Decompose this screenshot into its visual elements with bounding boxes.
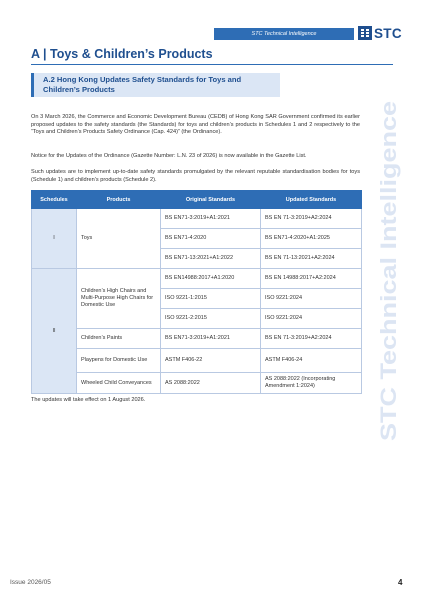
table-row — [32, 373, 362, 394]
article-heading-line-2: Children’s Products — [43, 85, 115, 94]
page-number: 4 — [398, 578, 403, 587]
header-updated-standards: Updated Standards — [261, 191, 362, 209]
side-watermark — [362, 91, 410, 451]
product-cell: Children’s High Chairs and Multi-Purpose High Chairs for Domestic Use — [77, 269, 161, 329]
updated-standard-cell: BS EN 14988:2017+A2:2024 — [261, 269, 362, 289]
schedule-label: I — [32, 209, 77, 269]
section-divider — [31, 64, 393, 65]
updated-standard-cell: BS EN 71-3:2019+A2:2024 — [261, 209, 362, 229]
original-standard-cell: ISO 9221-2:2015 — [161, 309, 261, 329]
updated-standard-cell: ISO 9221:2024 — [261, 309, 362, 329]
updated-standard-cell: BS EN71-4:2020+A1:2025 — [261, 229, 362, 249]
header-products: Products — [77, 191, 161, 209]
table-row — [32, 349, 362, 373]
article-heading-line-1: A.2 Hong Kong Updates Safety Standards for Toys and — [43, 75, 242, 84]
header-schedules: Schedules — [32, 191, 77, 209]
standards-table — [31, 190, 362, 394]
original-standard-cell: ASTM F406-22 — [161, 349, 261, 373]
issue-number: Issue 2026/05 — [10, 579, 51, 586]
article-heading — [31, 73, 280, 97]
logo-text: STC — [374, 25, 402, 41]
original-standard-cell: BS EN71-3:2019+A1:2021 — [161, 209, 261, 229]
header-band: STC Technical Intelligence — [214, 28, 354, 40]
updated-standard-cell: ISO 9221:2024 — [261, 289, 362, 309]
effective-date-note: The updates will take effect on 1 August 2026. — [31, 397, 146, 403]
table-row — [32, 209, 362, 229]
original-standard-cell: BS EN71-3:2019+A1:2021 — [161, 329, 261, 349]
paragraph-cedb-announcement: On 3 March 2026, the Commerce and Economic Development Bureau (CEDB) of Hong Kong SAR Government confirmed its earlier proposed updates to the safety standards (the Standards) for toys and children’s products in Schedules 1 and 2 respectively to the “Toys and Children’s Products Safety Ordinance (Cap. 424)” (the Ordinance). — [31, 114, 360, 135]
updated-standard-cell: BS EN 71-3:2019+A2:2024 — [261, 329, 362, 349]
stc-logo — [358, 24, 402, 42]
paragraph-purpose: Such updates are to implement up-to-date safety standards promulgated by the relevant reputable standardisation bodies for toys (Schedule 1) and children’s products (Schedule 2). — [31, 169, 360, 183]
stc-logo-icon — [358, 26, 372, 40]
schedule-label: II — [32, 269, 77, 394]
header-original-standards: Original Standards — [161, 191, 261, 209]
table-row — [32, 329, 362, 349]
original-standard-cell: AS 2088:2022 — [161, 373, 261, 394]
updated-standard-cell: BS EN 71-13:2021+A2:2024 — [261, 249, 362, 269]
product-cell: Wheeled Child Conveyances — [77, 373, 161, 394]
standards-table-container — [31, 190, 361, 394]
original-standard-cell: ISO 9221-1:2015 — [161, 289, 261, 309]
original-standard-cell: BS EN71-4:2020 — [161, 229, 261, 249]
paragraph-gazette-notice: Notice for the Updates of the Ordinance (Gazette Number: L.N. 23 of 2026) is now available in the Gazette List. — [31, 153, 307, 159]
section-title: A | Toys & Children’s Products — [31, 47, 213, 61]
updated-standard-cell: ASTM F406-24 — [261, 349, 362, 373]
table-header-row — [32, 191, 362, 209]
product-cell: Toys — [77, 209, 161, 269]
original-standard-cell: BS EN14988:2017+A1:2020 — [161, 269, 261, 289]
product-cell: Children’s Paints — [77, 329, 161, 349]
original-standard-cell: BS EN71-13:2021+A1:2022 — [161, 249, 261, 269]
table-row — [32, 269, 362, 289]
product-cell: Playpens for Domestic Use — [77, 349, 161, 373]
updated-standard-cell: AS 2088:2022 (Incorporating Amendment 1:2024) — [261, 373, 362, 394]
side-watermark-text: STC Technical Intelligence — [376, 163, 401, 441]
